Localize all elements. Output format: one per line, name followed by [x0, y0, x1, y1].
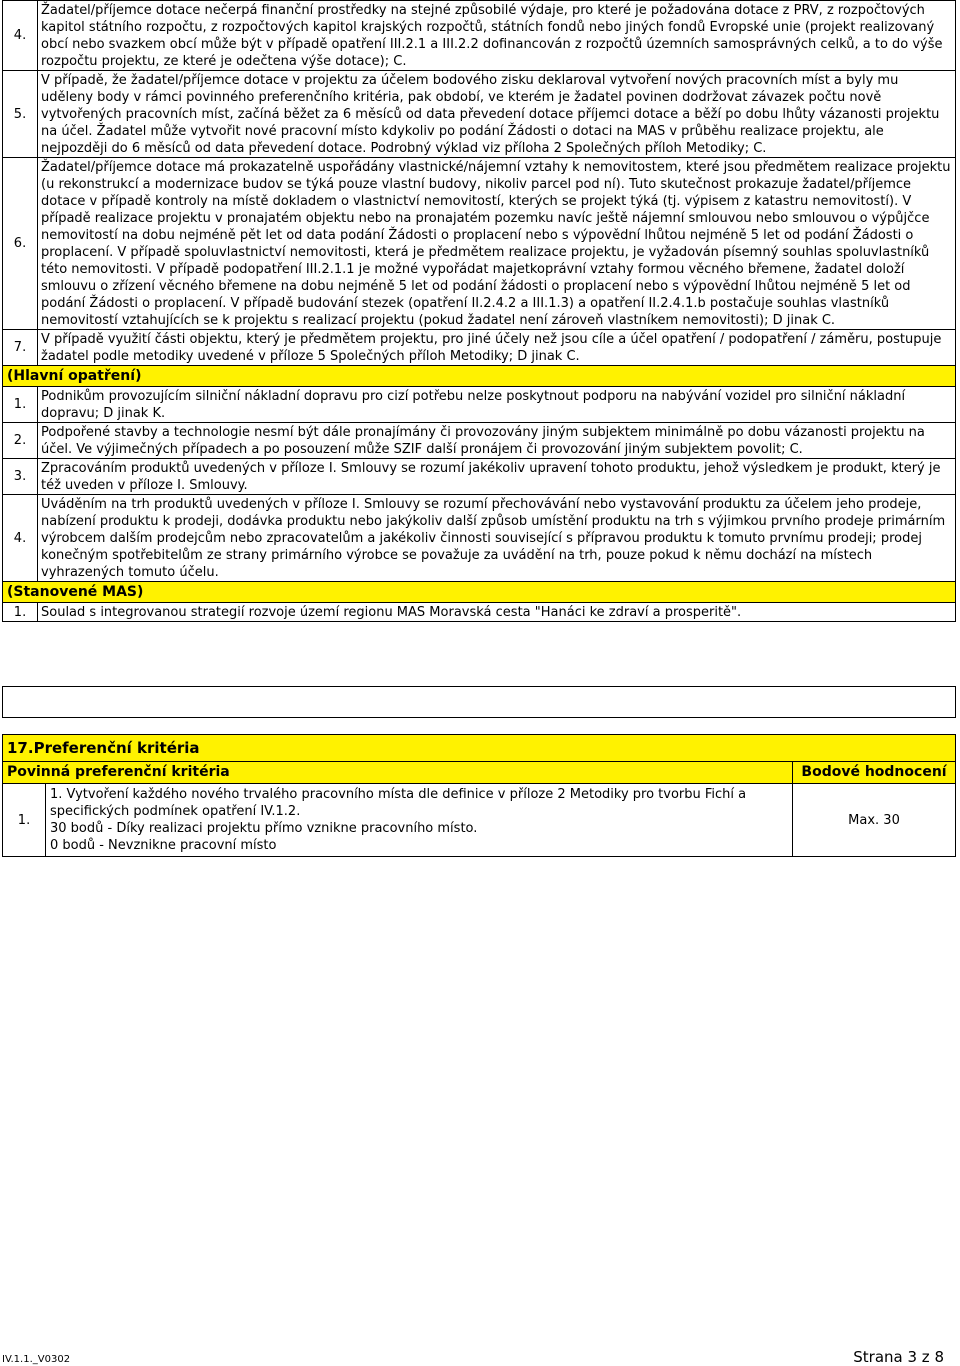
preference-points: Max. 30	[793, 784, 956, 857]
measure-row	[3, 459, 956, 495]
conditions-table	[2, 0, 956, 622]
preference-criterion-title: 1. Vytvoření každého nového trvalého pracovního místa dle definice v příloze 2 Metodiky pro tvorbu Fichí a specifických podmínek opatření IV.1.2.	[50, 787, 747, 819]
condition-text: Žadatel/příjemce dotace nečerpá finanční prostředky na stejné způsobilé výdaje, pro které je požadována dotace z PRV, z rozpočtových kapitol státního rozpočtu, z rozpočtových kapitol krajských rozpočtů, státních fondů nebo jiných fondů Evropské unie (projekt realizovaný obcí nebo svazkem obcí může být v případě opatření III.2.1 a III.2.2 dofinancován z rozpočtů územních samosprávných celků, a to do výše rozpočtu projektu, ze které je odečtena výše dotace); C.	[38, 1, 956, 71]
measure-number: 3.	[3, 459, 38, 495]
spacer-cell	[3, 687, 956, 718]
page-number: Strana 3 z 8	[853, 1348, 944, 1366]
preference-table	[2, 734, 956, 857]
condition-text: V případě, že žadatel/příjemce dotace v projektu za účelem bodového zisku deklaroval vytvoření nových pracovních míst a byly mu uděleny body v rámci povinného preferenčního kritéria, pak období, ve kterém je žadatel povinen dodržovat závazek počtu nově vytvořených pracovních míst, začíná běžet za 6 měsíců od data převedení dotace příjemci dotace a běží po dobu lhůty vázanosti projektu na účel. Žadatel může vytvořit nové pracovní místo kdykoliv po podání Žádosti o dotaci na MAS v průběhu realizace projektu, ale nejpozději do 6 měsíců od data převedení dotace. Podrobný výklad viz příloha 2 Společných příloh Metodiky; C.	[38, 71, 956, 158]
condition-row	[3, 158, 956, 330]
main-measures-heading-row	[3, 366, 956, 387]
measure-number: 1.	[3, 387, 38, 423]
condition-number: 4.	[3, 1, 38, 71]
measure-text: Podnikům provozujícím silniční nákladní dopravu pro cizí potřebu nelze poskytnout podporu na nabývání vozidel pro silniční nákladní dopravu; D jinak K.	[38, 387, 956, 423]
mas-heading-row	[3, 582, 956, 603]
condition-text: V případě využití části objektu, který je předmětem projektu, pro jiné účely než jsou cíle a účel opatření / podopatření / záměru, postupuje žadatel podle metodiky uvedené v příloze 5 Společných příloh Metodiky; D jinak C.	[38, 330, 956, 366]
condition-row	[3, 330, 956, 366]
main-measures-heading: (Hlavní opatření)	[3, 366, 956, 387]
mas-number: 1.	[3, 603, 38, 622]
mas-heading: (Stanovené MAS)	[3, 582, 956, 603]
preference-row	[3, 784, 956, 857]
measure-text: Uváděním na trh produktů uvedených v příloze I. Smlouvy se rozumí přechovávání nebo vystavování produktu za účelem jeho prodeje, nabízení produktu k prodeji, dodávka produktu nebo jakýkoliv další způsob umístění produktu na trh s výjimkou prvního prodeje primárním výrobcem dalším prodejcům nebo zpracovatelům a jakékoliv činnosti související s přípravou produktu k tomuto prvnímu prodeji; prodej konečným spotřebitelům ze strany primárního výrobce se považuje za uvádění na trh, pouze pokud k němu dochází na místech vyhrazených tomuto účelu.	[38, 495, 956, 582]
preference-option-30: 30 bodů - Díky realizaci projektu přímo vznikne pracovního místo.	[50, 821, 478, 836]
measure-number: 2.	[3, 423, 38, 459]
measure-number: 4.	[3, 495, 38, 582]
measure-row	[3, 387, 956, 423]
mas-row	[3, 603, 956, 622]
preference-description	[46, 784, 793, 857]
condition-number: 7.	[3, 330, 38, 366]
condition-row	[3, 1, 956, 71]
measure-text: Podpořené stavby a technologie nesmí být dále pronajímány či provozovány jiným subjektem minimálně po dobu vázanosti projektu na účel. Ve výjimečných případech a po posouzení může SZIF další pronájem či provozování jiným subjektem povolit; C.	[38, 423, 956, 459]
preference-number: 1.	[3, 784, 46, 857]
measure-text: Zpracováním produktů uvedených v příloze I. Smlouvy se rozumí jakékoliv upravení tohoto produktu, jehož výsledkem je produkt, který je též uveden v příloze I. Smlouvy.	[38, 459, 956, 495]
preference-header-row	[3, 762, 956, 784]
measure-row	[3, 423, 956, 459]
preference-title-row	[3, 735, 956, 762]
preference-option-0: 0 bodů - Nevznikne pracovní místo	[50, 838, 277, 853]
points-header: Bodové hodnocení	[793, 762, 956, 784]
condition-row	[3, 71, 956, 158]
mas-text: Soulad s integrovanou strategií rozvoje území regionu MAS Moravská cesta "Hanáci ke zdraví a prosperitě".	[38, 603, 956, 622]
preference-subheading: Povinná preferenční kritéria	[3, 762, 793, 784]
condition-text: Žadatel/příjemce dotace má prokazatelně uspořádány vlastnické/nájemní vztahy k nemovitostem, které jsou předmětem realizace projektu (u rekonstrukcí a modernizace budov se týká pouze vlastní budovy, nikoliv parcel pod ní). Tuto skutečnost prokazuje žadatel/příjemce dotace v případě kontroly na místě dokladem o vlastnictví nemovitostí, kterých se projekt týká (tj. výpisem z katastru nemovitostí). V případě realizace projektu v pronajatém objektu nebo na pronajatém pozemku navíc ještě nájemní smlouvou nebo smlouvou o výpůjčce nemovitostí na dobu nejméně pět let od data podání Žádosti o proplacení nebo s výpovědní lhůtou nejméně 5 let od podání Žádosti o proplacení. V případě spoluvlastnictví nemovitosti, která je předmětem realizace projektu, je vyžadován písemný souhlas spoluvlastníků této nemovitosti. V případě podopatření III.2.1.1 je možné vypořádat majetkoprávní vztahy formou věcného břemene, žadatel doloží smlouvu o zřízení věcného břemene na dobu nejméně 5 let od podání žádosti o proplacení nebo s výpovědní lhůtou nejméně 5 let od podání Žádosti o proplacení. V případě budování stezek (opatření II.2.4.2 a III.1.3) a opatření II.2.4.1.b postačuje souhlas vlastníků nemovitostí vztahujících se k projektu s realizací projektu (pokud žadatel není zároveň vlastníkem nemovitosti); D jinak C.	[38, 158, 956, 330]
measure-row	[3, 495, 956, 582]
condition-number: 5.	[3, 71, 38, 158]
preference-section-title: 17.Preferenční kritéria	[3, 735, 956, 762]
condition-number: 6.	[3, 158, 38, 330]
spacer-box	[2, 686, 956, 718]
document-code: IV.1.1._V0302	[2, 1354, 71, 1365]
